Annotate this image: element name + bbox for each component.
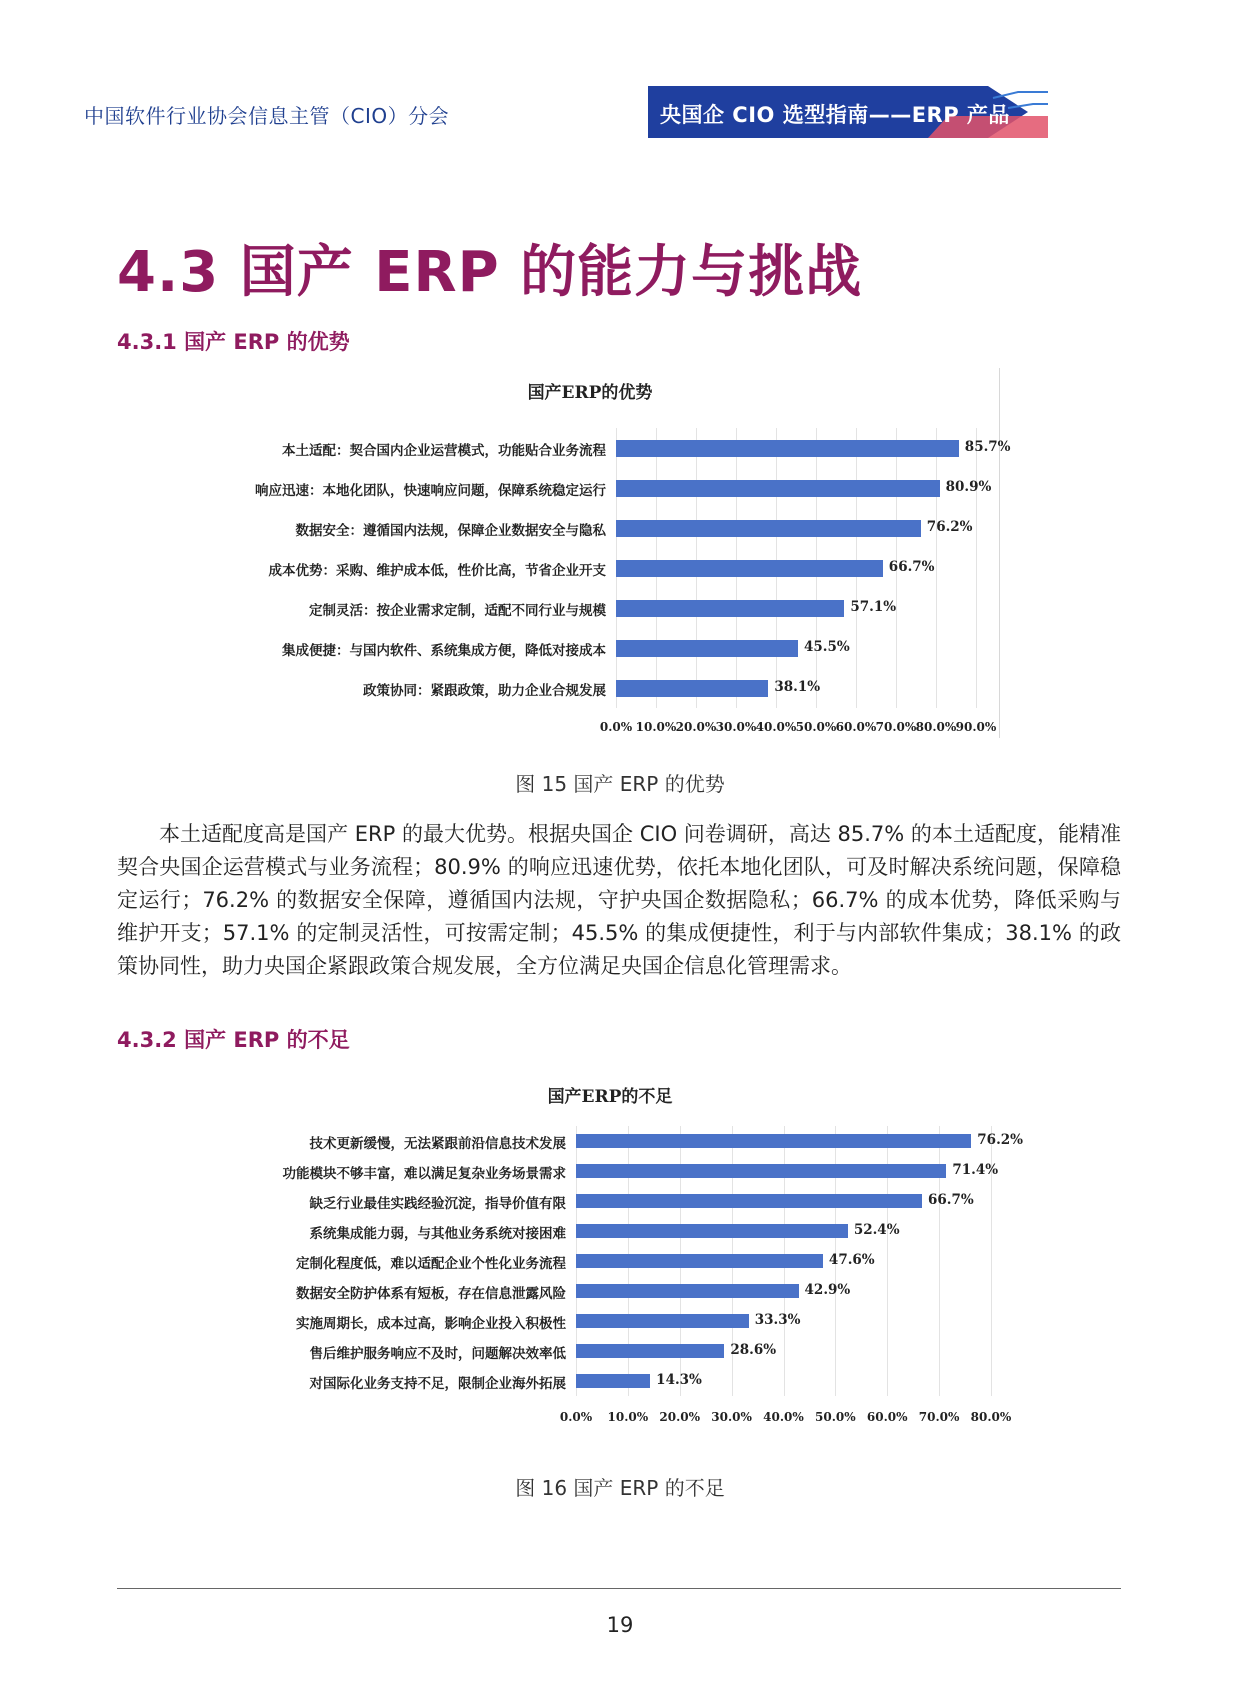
bar-value-label: 45.5% [804, 639, 850, 655]
bar-value-label: 28.6% [730, 1342, 777, 1358]
category-label: 数据安全：遵循国内法规，保障企业数据安全与隐私 [295, 523, 606, 539]
bar [616, 560, 883, 577]
bar [616, 640, 798, 657]
x-tick-label: 30.0% [715, 720, 757, 734]
x-tick-label: 60.0% [835, 720, 877, 734]
x-tick-label: 70.0% [875, 720, 917, 734]
bar-value-label: 71.4% [952, 1162, 999, 1178]
bar [576, 1374, 650, 1388]
category-label: 系统集成能力弱，与其他业务系统对接困难 [309, 1226, 566, 1242]
category-label: 集成便捷：与国内软件、系统集成方便，降低对接成本 [282, 643, 606, 659]
bar-value-label: 76.2% [926, 519, 973, 535]
subsection-title-advantages: 4.3.1 国产 ERP 的优势 [117, 330, 350, 354]
body-paragraph [117, 818, 1121, 983]
footer-divider [117, 1588, 1121, 1589]
bar [576, 1164, 946, 1178]
category-label: 数据安全防护体系有短板，存在信息泄露风险 [296, 1286, 566, 1302]
chart-advantages [180, 368, 1011, 738]
x-tick-label: 50.0% [795, 720, 837, 734]
category-label: 本土适配：契合国内企业运营模式，功能贴合业务流程 [282, 443, 606, 459]
section-title: 4.3 国产 ERP 的能力与挑战 [117, 240, 863, 305]
bar-value-label: 52.4% [853, 1222, 900, 1238]
paragraph-text: 本土适配度高是国产 ERP 的最大优势。根据央国企 CIO 问卷调研，高达 85.7% 的本土适配度，能精准契合央国企运营模式与业务流程；80.9% 的响应迅速优势，依托本地化团队，可及时解决系统问题，保障稳定运行；76.2% 的数据安全保障，遵循国内法规，守护央国企数据隐私；66.7% 的成本优势，降低采购与维护开支；57.1% 的定制灵活性，可按需定制；45.5% 的集成便捷性，利于与内部软件集成；38.1% 的政策协同性，助力央国企紧跟政策合规发展，全方位满足央国企信息化管理需求。 [117, 822, 1121, 978]
x-tick-label: 50.0% [815, 1410, 856, 1424]
bar [616, 440, 959, 457]
x-tick-label: 80.0% [970, 1410, 1012, 1424]
bar [576, 1134, 971, 1148]
category-label: 缺乏行业最佳实践经验沉淀，指导价值有限 [309, 1196, 566, 1212]
bar [576, 1254, 823, 1268]
bar-value-label: 47.6% [828, 1252, 875, 1268]
x-tick-label: 60.0% [866, 1410, 908, 1424]
bar-value-label: 76.2% [977, 1132, 1023, 1148]
x-tick-label: 90.0% [955, 720, 997, 734]
category-label: 功能模块不够丰富，难以满足复杂业务场景需求 [282, 1166, 566, 1182]
header-guide-title: 央国企 CIO 选型指南——ERP 产品 [660, 103, 1010, 127]
bar [616, 680, 768, 697]
category-label: 成本优势：采购、维护成本低，性价比高，节省企业开支 [268, 563, 606, 579]
subsection-title-weaknesses: 4.3.2 国产 ERP 的不足 [117, 1028, 350, 1052]
x-tick-label: 70.0% [918, 1410, 960, 1424]
bar-value-label: 66.7% [928, 1192, 974, 1208]
header-org-name: 中国软件行业协会信息主管（CIO）分会 [84, 104, 450, 128]
chart-border [999, 368, 1000, 738]
figure-caption-16: 图 16 国产 ERP 的不足 [515, 1476, 725, 1500]
x-tick-label: 0.0% [599, 720, 633, 734]
bar [576, 1284, 799, 1298]
figure-caption-15: 图 15 国产 ERP 的优势 [515, 772, 725, 796]
bar-value-label: 66.7% [888, 559, 935, 575]
x-tick-label: 40.0% [763, 1410, 804, 1424]
category-label: 定制灵活：按企业需求定制，适配不同行业与规模 [309, 603, 606, 619]
chart-title: 国产ERP的不足 [547, 1087, 673, 1107]
bar [576, 1344, 724, 1358]
bar-value-label: 33.3% [754, 1312, 801, 1328]
category-label: 定制化程度低，难以适配企业个性化业务流程 [296, 1256, 566, 1272]
category-label: 售后维护服务响应不及时，问题解决效率低 [309, 1346, 566, 1362]
x-tick-label: 20.0% [659, 1410, 701, 1424]
bar-value-label: 38.1% [774, 679, 821, 695]
x-tick-label: 0.0% [559, 1410, 593, 1424]
gridline [936, 428, 937, 708]
x-tick-label: 10.0% [635, 720, 677, 734]
page-number: 19 [606, 1613, 634, 1637]
bar-value-label: 42.9% [804, 1282, 851, 1298]
category-label: 实施周期长，成本过高，影响企业投入积极性 [296, 1316, 566, 1332]
bar-value-label: 14.3% [656, 1372, 702, 1388]
bar [576, 1224, 848, 1238]
chart-weaknesses [180, 1068, 1040, 1448]
gridline [976, 428, 977, 708]
chart-title: 国产ERP的优势 [527, 383, 653, 403]
category-label: 响应迅速：本地化团队，快速响应问题，保障系统稳定运行 [255, 483, 606, 499]
bar-value-label: 57.1% [850, 599, 897, 615]
category-label: 政策协同：紧跟政策，助力企业合规发展 [363, 683, 606, 699]
x-tick-label: 10.0% [607, 1410, 649, 1424]
bar [576, 1314, 749, 1328]
bar-value-label: 80.9% [945, 479, 992, 495]
bar [616, 520, 921, 537]
bar-value-label: 85.7% [964, 439, 1011, 455]
bar [616, 600, 844, 617]
category-label: 技术更新缓慢，无法紧跟前沿信息技术发展 [309, 1136, 566, 1152]
x-tick-label: 40.0% [755, 720, 797, 734]
bar [616, 480, 940, 497]
x-tick-label: 80.0% [915, 720, 957, 734]
x-tick-label: 20.0% [675, 720, 717, 734]
x-tick-label: 30.0% [711, 1410, 752, 1424]
bar [576, 1194, 922, 1208]
category-label: 对国际化业务支持不足，限制企业海外拓展 [309, 1376, 566, 1392]
